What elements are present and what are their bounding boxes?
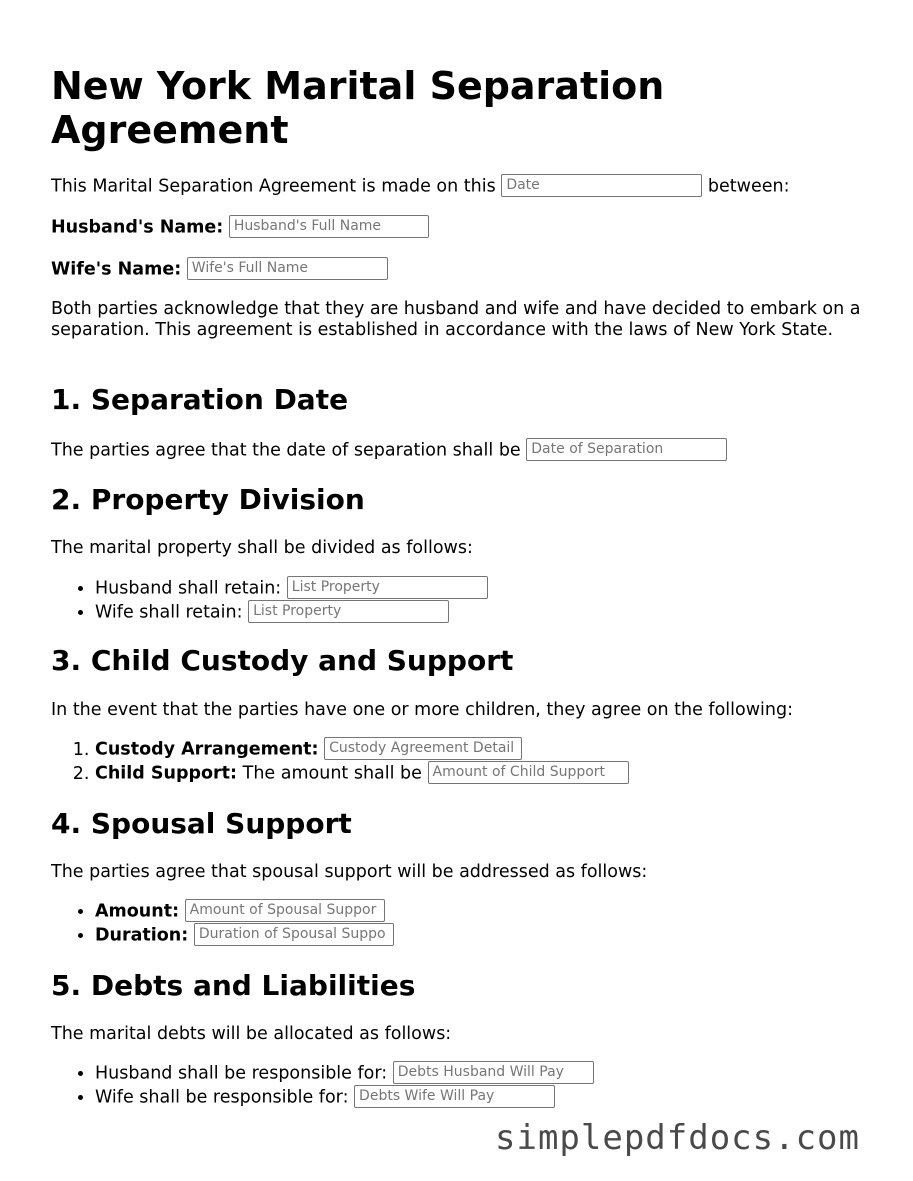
section-heading-debts: 5. Debts and Liabilities	[51, 969, 416, 1002]
spousal-duration-field[interactable]: Duration of Spousal Suppo	[194, 923, 394, 946]
spousal-duration-label: Duration:	[95, 925, 189, 946]
wife-name-line	[51, 258, 388, 281]
husband-property-label: Husband shall retain:	[95, 578, 282, 599]
custody-arrangement-field[interactable]: Custody Agreement Detail	[324, 737, 522, 760]
wife-debts-field[interactable]: Debts Wife Will Pay	[354, 1085, 555, 1108]
list-item	[95, 577, 488, 601]
intro-text-before: This Marital Separation Agreement is made on this	[51, 176, 496, 197]
acknowledgement-paragraph: Both parties acknowledge that they are husband and wife and have decided to embark on a separation. This agreement is established in accordance with the laws of New York State.	[51, 299, 861, 340]
husband-debts-field[interactable]: Debts Husband Will Pay	[393, 1061, 594, 1084]
list-item	[95, 900, 394, 924]
list-item	[95, 924, 394, 948]
separation-date-text: The parties agree that the date of separation shall be	[51, 440, 521, 461]
husband-name-field[interactable]: Husband's Full Name	[229, 215, 429, 238]
page-title: New York Marital Separation Agreement	[51, 64, 665, 152]
husband-debts-label: Husband shall be responsible for:	[95, 1063, 388, 1084]
wife-property-label: Wife shall retain:	[95, 602, 243, 623]
husband-name-label: Husband's Name:	[51, 217, 224, 238]
section-heading-spousal-support: 4. Spousal Support	[51, 807, 352, 840]
child-support-text: The amount shall be	[242, 763, 422, 784]
spousal-amount-label: Amount:	[95, 901, 180, 922]
separation-date-line	[51, 439, 727, 462]
wife-name-label: Wife's Name:	[51, 259, 182, 280]
child-custody-list	[51, 738, 629, 786]
child-custody-text: In the event that the parties have one or more children, they agree on the following:	[51, 700, 793, 720]
section-heading-child-custody: 3. Child Custody and Support	[51, 644, 514, 677]
husband-property-field[interactable]: List Property	[287, 576, 488, 599]
spousal-support-list	[51, 900, 394, 948]
debts-text: The marital debts will be allocated as follows:	[51, 1024, 452, 1044]
wife-debts-label: Wife shall be responsible for:	[95, 1087, 349, 1108]
child-support-label: Child Support:	[95, 763, 238, 784]
intro-text-after: between:	[707, 176, 790, 197]
list-item	[95, 738, 629, 762]
wife-property-field[interactable]: List Property	[248, 600, 449, 623]
spousal-amount-field[interactable]: Amount of Spousal Suppor	[185, 899, 385, 922]
property-division-text: The marital property shall be divided as follows:	[51, 538, 473, 558]
section-heading-separation-date: 1. Separation Date	[51, 383, 349, 416]
intro-line	[51, 175, 789, 198]
list-item	[95, 1086, 594, 1110]
section-heading-property-division: 2. Property Division	[51, 483, 365, 516]
custody-arrangement-label: Custody Arrangement:	[95, 739, 319, 760]
property-list	[51, 577, 488, 625]
husband-name-line	[51, 216, 429, 239]
wife-name-field[interactable]: Wife's Full Name	[187, 257, 388, 280]
debts-list	[51, 1062, 594, 1110]
child-support-field[interactable]: Amount of Child Support	[428, 761, 629, 784]
spousal-support-text: The parties agree that spousal support will be addressed as follows:	[51, 862, 648, 882]
separation-date-field[interactable]: Date of Separation	[526, 438, 727, 461]
list-item	[95, 1062, 594, 1086]
list-item	[95, 601, 488, 625]
agreement-date-field[interactable]: Date	[501, 174, 702, 197]
watermark: simplepdfdocs.com	[495, 1118, 860, 1158]
list-item	[95, 762, 629, 786]
